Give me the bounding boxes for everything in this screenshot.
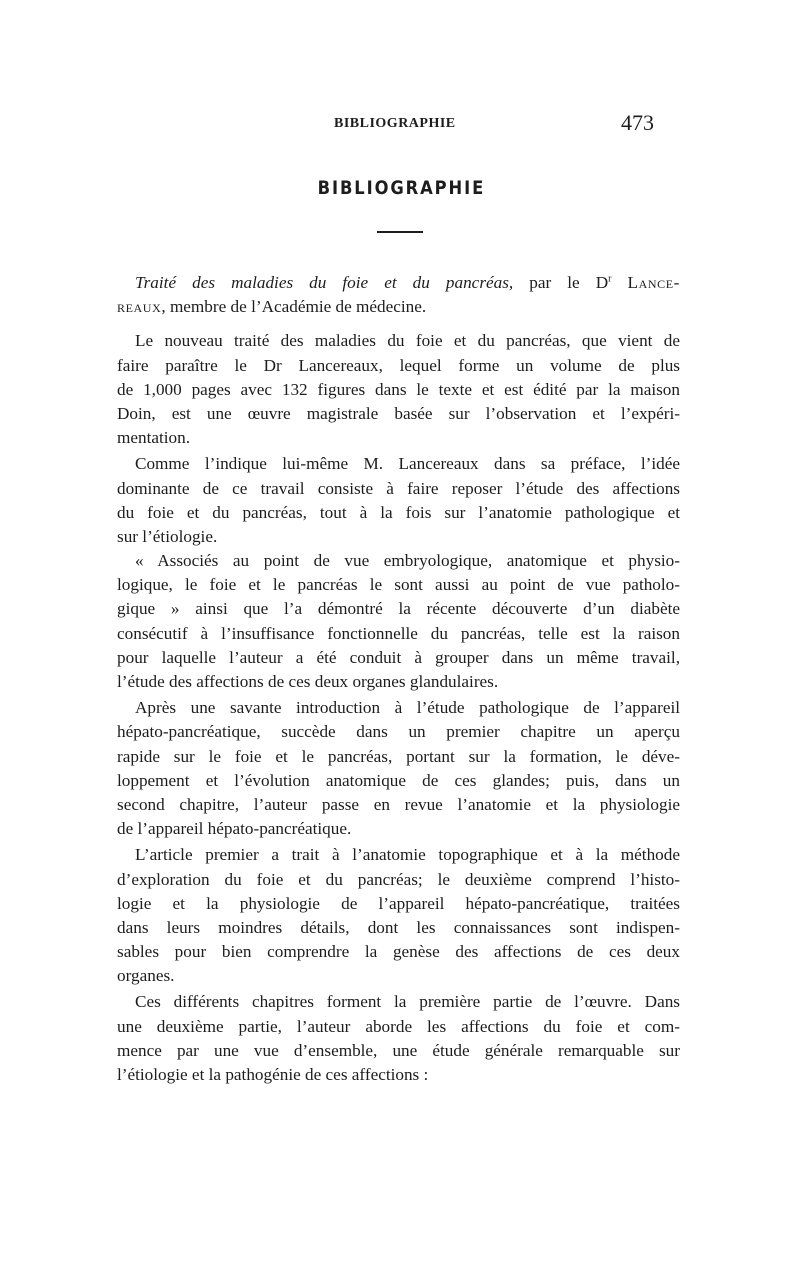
paragraph-1: Le nouveau traité des maladies du foie et du pancréas, que vient de faire paraître le Dr Lancereaux, lequel forme un volume de plus de 1,000 pages avec 132 figures dans le texte et est édité par la maison Doin, est une œuvre magistrale basée sur l’observation et l’expéri- mentation. [117, 331, 680, 448]
paragraph-5: L’article premier a trait à l’anatomie topographique et à la méthode d’exploration du foie et du pancréas; le deuxième comprend l’histo- logie et la physiologie de l’appareil hépato-pancréatique, traitées dans leurs moindres détails, dont les connaissances sont indispen- sables pour bien comprendre la genèse des affections de ces deux organes. [117, 845, 680, 986]
paragraph-6: Ces différents chapitres forment la première partie de l’œuvre. Dans une deuxième partie, l’auteur aborde les affections du foie et com- mence par une vue d’ensemble, une étude générale remarquable sur l’étiologie et la pathogénie de ces affections : [117, 992, 680, 1084]
book-title: Traité des maladies du foie et du pancréas, [135, 273, 514, 292]
page-number: 473 [621, 110, 654, 135]
book-entry-line-2: reaux, membre de l’Académie de médecine. [117, 297, 427, 317]
paragraph-2: Comme l’indique lui-même M. Lancereaux dans sa préface, l’idée dominante de ce travail consiste à faire reposer l’étude des affections du foie et du pancréas, tout à la fois sur l’anatomie pathologique et sur l’étiologie. [117, 454, 680, 546]
running-title: BIBLIOGRAPHIE [334, 116, 456, 131]
paragraph-3: « Associés au point de vue embryologique, anatomique et physio- logique, le foie et le pancréas le sont aussi au point de vue patholo- gique » ainsi que l’a démontré la récente découverte d’un diabète consécutif à l’insuffisance fonctionnelle du pancréas, telle est la raison pour laquelle l’auteur a été conduit à grouper dans un même travail, l’étude des affections de ces deux organes glandulaires. [117, 551, 680, 691]
paragraph-4: Après une savante introduction à l’étude pathologique de l’appareil hépato-pancréatique, succède dans un premier chapitre un aperçu rapide sur le foie et le pancréas, portant sur la formation, le déve- loppement et l’évolution anatomique de ces glandes; puis, dans un second chapitre, l’auteur passe en revue l’anatomie et la physiologie de l’appareil hépato-pancréatique. [117, 698, 680, 839]
page-title: BIBLIOGRAPHIE [317, 177, 486, 199]
author-name: Lance- [627, 273, 681, 292]
section-heading [0, 177, 800, 199]
body-text [117, 271, 680, 1087]
running-head [0, 110, 800, 140]
heading-rule [377, 231, 423, 233]
book-entry-line-1: Traité des maladies du foie et du pancréas, par le $D^r$ Lance- [135, 273, 681, 292]
